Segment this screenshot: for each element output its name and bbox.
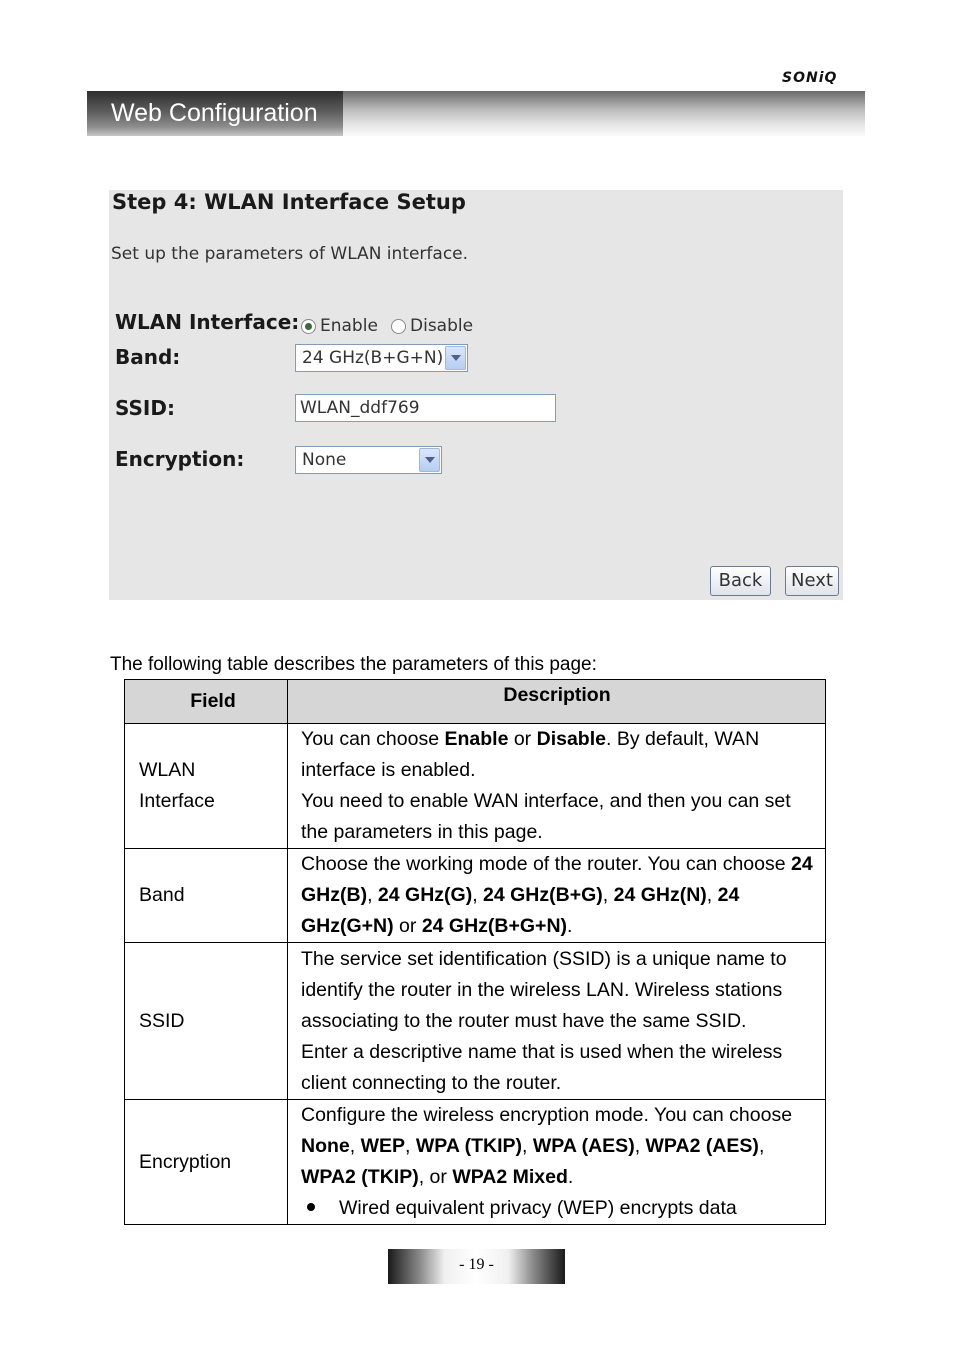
- ssid-input[interactable]: WLAN_ddf769: [295, 394, 556, 422]
- header-description: Description: [288, 680, 826, 724]
- chevron-down-icon[interactable]: [445, 346, 466, 370]
- ssid-label: SSID:: [115, 396, 175, 420]
- field-cell: Encryption: [125, 1100, 288, 1225]
- table-header-row: [125, 680, 826, 724]
- band-label: Band:: [115, 345, 181, 369]
- radio-selected-icon: [301, 319, 316, 334]
- step-title: Step 4: WLAN Interface Setup: [112, 190, 466, 214]
- band-select[interactable]: [295, 344, 468, 372]
- field-cell: SSID: [125, 943, 288, 1100]
- enable-radio[interactable]: [301, 316, 378, 336]
- brand-logo: SONiQ: [782, 70, 838, 86]
- description-cell: You can choose Enable or Disable. By default, WAN interface is enabled. You need to enable WAN interface, and then you can set the parameters in this page.: [288, 724, 826, 849]
- page-number: - 19 -: [459, 1256, 494, 1273]
- band-select-value: 24 GHz(B+G+N): [302, 348, 444, 368]
- enable-radio-label: Enable: [320, 316, 378, 336]
- wlan-interface-label: WLAN Interface:: [115, 310, 300, 334]
- encryption-label: Encryption:: [115, 447, 245, 471]
- description-cell: Choose the working mode of the router. You can choose 24 GHz(B), 24 GHz(G), 24 GHz(B+G), 24 GHz(N), 24 GHz(G+N) or 24 GHz(B+G+N).: [288, 849, 826, 943]
- intro-text: The following table describes the parameters of this page:: [110, 654, 597, 675]
- back-button[interactable]: Back: [710, 566, 771, 596]
- step-description: Set up the parameters of WLAN interface.: [111, 244, 469, 264]
- table-row: [125, 724, 826, 849]
- parameters-table: [124, 679, 826, 1225]
- encryption-select[interactable]: [295, 446, 442, 474]
- encryption-select-value: None: [302, 450, 347, 470]
- description-cell: The service set identification (SSID) is a unique name to identify the router in the wireless LAN. Wireless stations associating to the router must have the same SSID. Enter a descriptive name that is used when the wireless client connecting to the router.: [288, 943, 826, 1100]
- next-button[interactable]: Next: [785, 566, 839, 596]
- chevron-down-icon[interactable]: [419, 448, 440, 472]
- bullet-icon: [307, 1203, 315, 1211]
- section-title: Web Configuration: [111, 99, 318, 127]
- field-cell: WLAN Interface: [125, 724, 288, 849]
- description-cell: Configure the wireless encryption mode. You can choose None, WEP, WPA (TKIP), WPA (AES), WPA2 (AES), WPA2 (TKIP), or WPA2 Mixed. Wired equivalent privacy (WEP) encrypts data: [288, 1100, 826, 1225]
- radio-unselected-icon: [391, 319, 406, 334]
- table-row: [125, 849, 826, 943]
- disable-radio-label: Disable: [410, 316, 474, 336]
- table-row: [125, 1100, 826, 1225]
- disable-radio[interactable]: [391, 316, 473, 336]
- table-row: [125, 943, 826, 1100]
- field-cell: Band: [125, 849, 288, 943]
- wlan-setup-screenshot: [109, 190, 843, 600]
- header-field: Field: [125, 680, 288, 724]
